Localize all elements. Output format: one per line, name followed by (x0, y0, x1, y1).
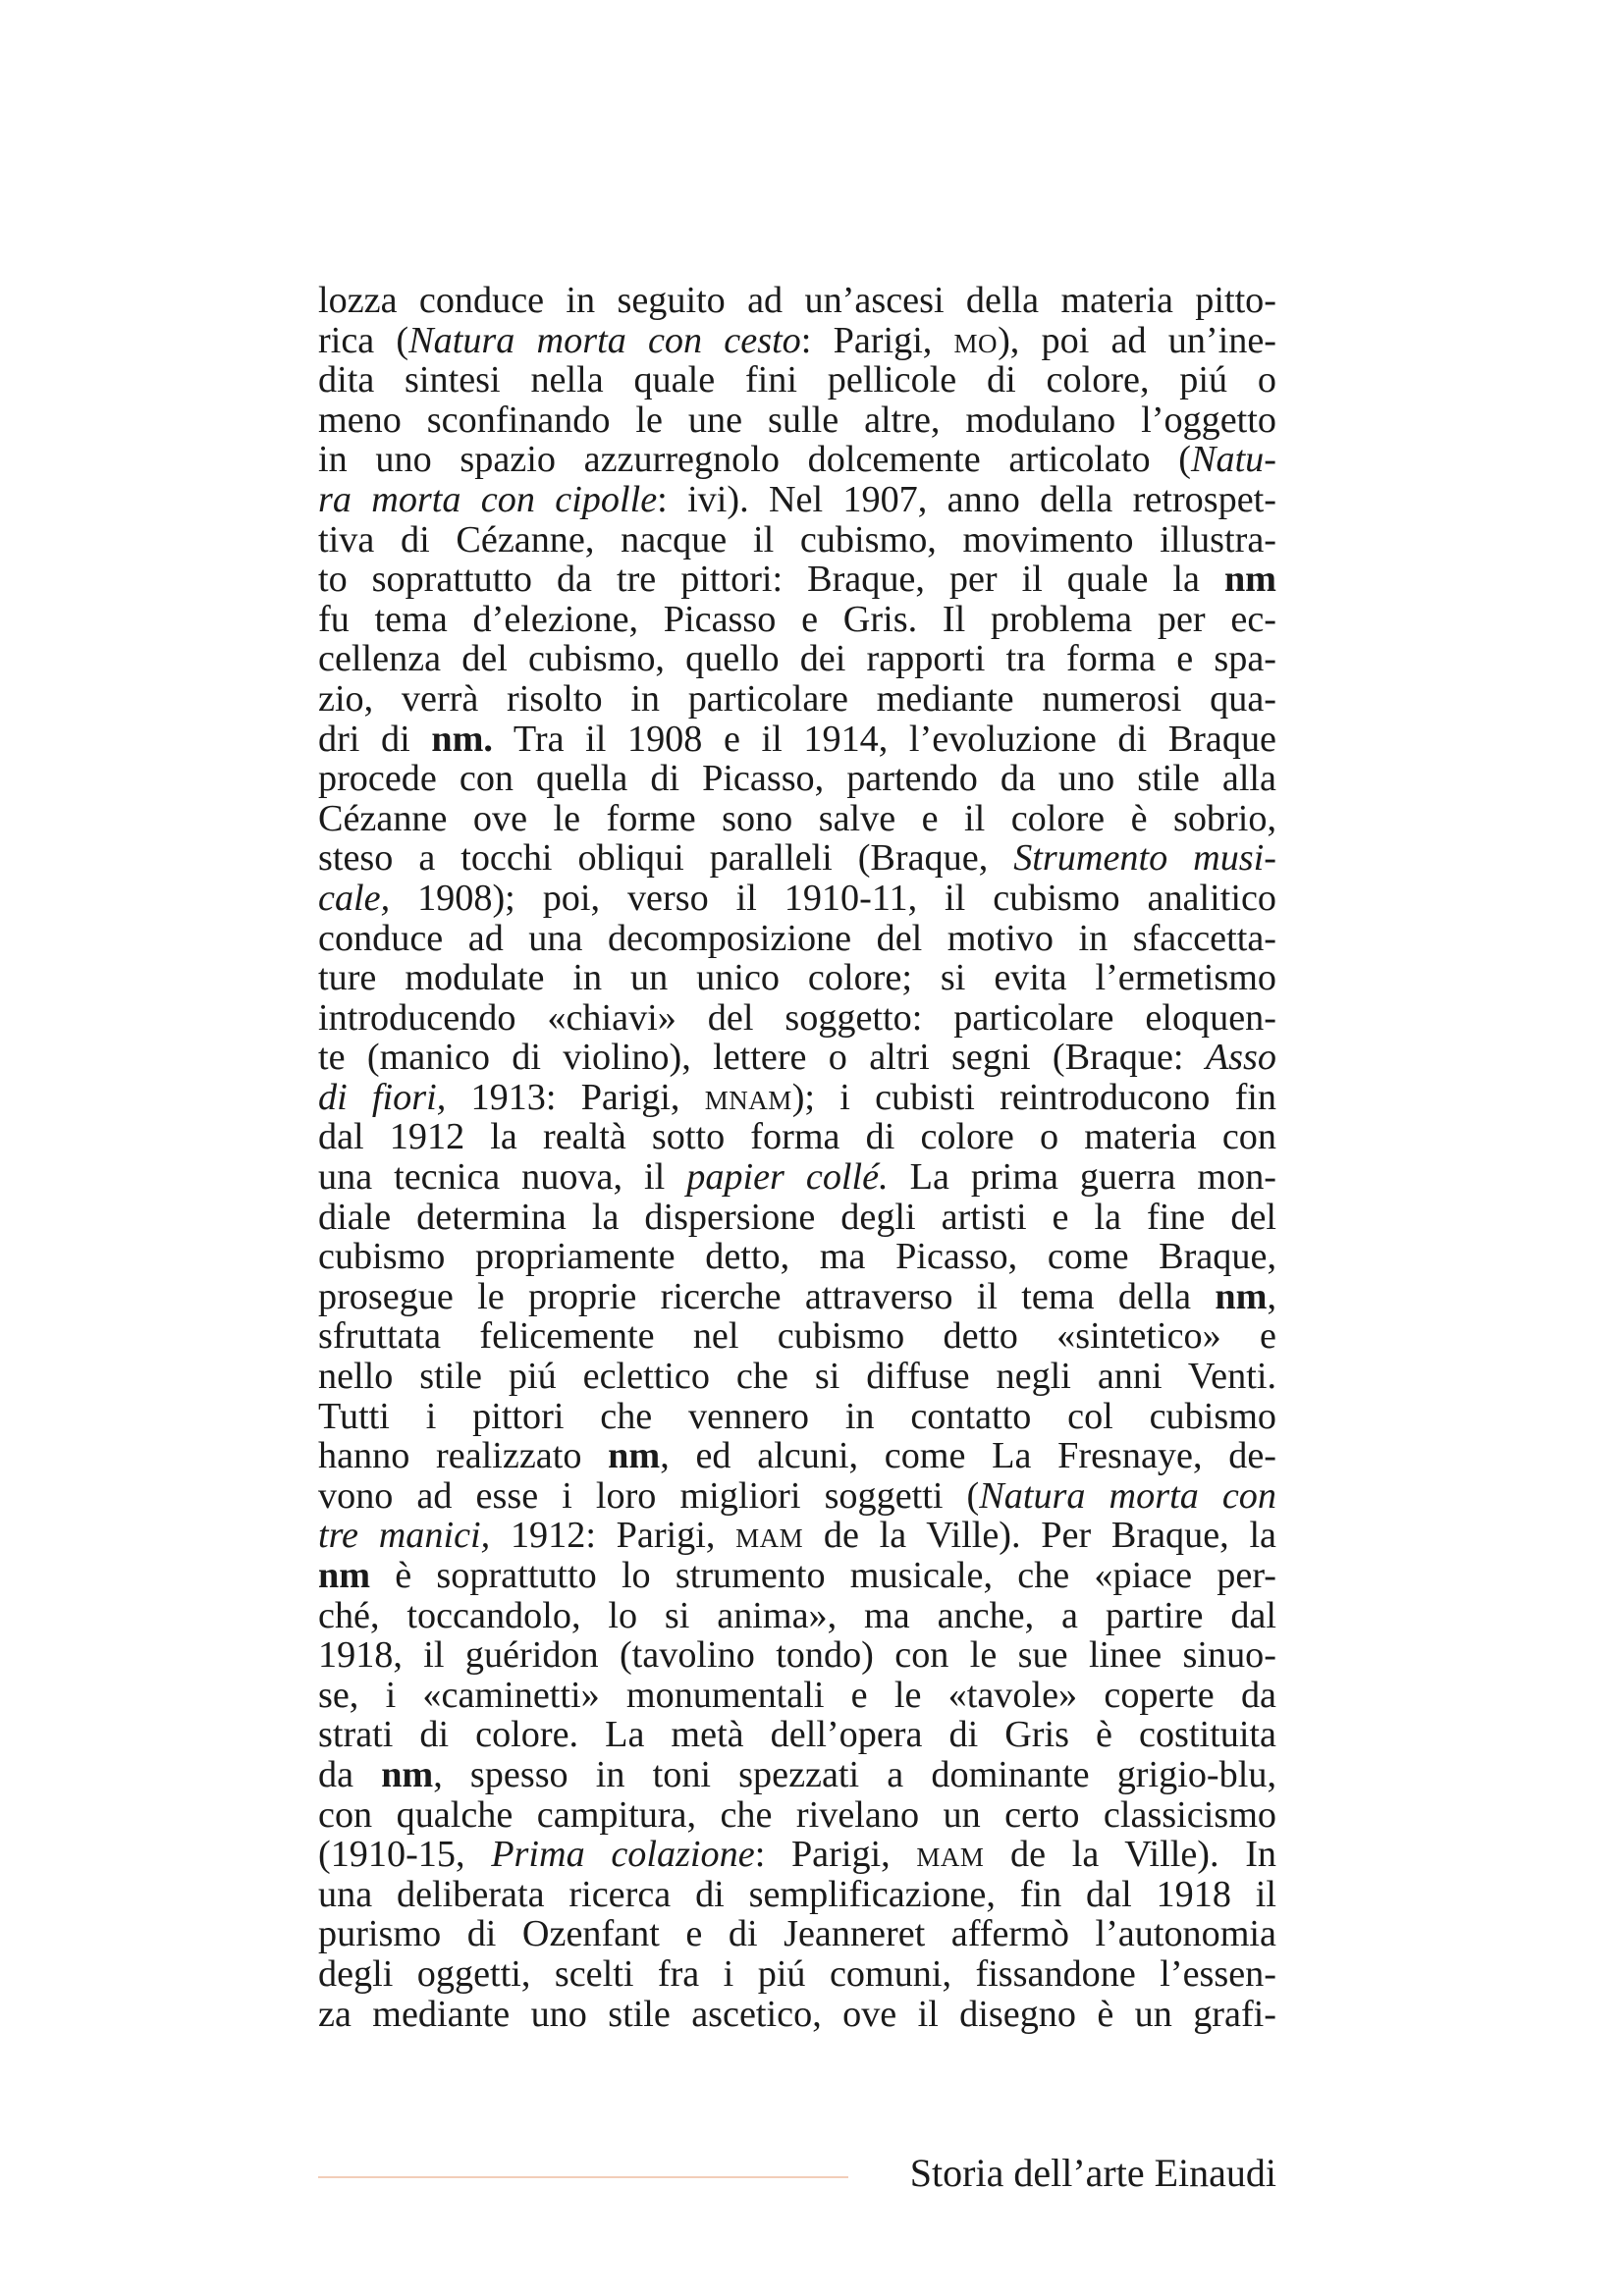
text-line (318, 759, 1276, 799)
text-line (318, 1954, 1276, 1995)
body-text (318, 281, 1276, 2034)
text-line (318, 1198, 1276, 1238)
text-run: to soprattutto da tre pittori: Braque, per il quale la (318, 559, 1224, 601)
text-line (318, 679, 1276, 720)
text-run: 1908); poi, verso il 1910-11, il cubismo analitico (390, 877, 1276, 919)
text-line (318, 1596, 1276, 1636)
museum-abbreviation: mam (916, 1834, 985, 1876)
text-line (318, 799, 1276, 839)
text-run: te (manico di violino), lettere o altri segni (Braque: (318, 1037, 1206, 1079)
text-line (318, 1914, 1276, 1954)
text-line (318, 1635, 1276, 1676)
text-run: cubismo propriamente detto, ma Picasso, come Braque, (318, 1236, 1276, 1278)
text-line (318, 1875, 1276, 1915)
text-line (318, 1516, 1276, 1556)
bold-term: nm (608, 1435, 661, 1477)
text-run: 1913: Parigi, (446, 1076, 705, 1118)
text-line (318, 480, 1276, 520)
text-run: se, i «caminetti» monumentali e le «tavole» coperte da (318, 1674, 1276, 1716)
text-run: fu tema d’elezione, Picasso e Gris. Il problema per ec- (318, 598, 1276, 640)
text-line (318, 1556, 1276, 1596)
text-run: za mediante uno stile ascetico, ove il disegno è un grafi- (318, 1993, 1276, 2035)
text-run: (1910-15, (318, 1834, 492, 1876)
text-run: lozza conduce in seguito ad un’ascesi della materia pitto- (318, 280, 1276, 321)
italic-title: Natu- (1191, 439, 1276, 481)
text-line (318, 360, 1276, 400)
text-line (318, 1117, 1276, 1157)
italic-title: papier collé. (686, 1156, 889, 1199)
text-line (318, 1078, 1276, 1118)
text-line (318, 958, 1276, 998)
text-line (318, 998, 1276, 1039)
text-line (318, 1277, 1276, 1317)
text-run: Cézanne ove le forme sono salve e il colore è sobrio, (318, 797, 1276, 839)
text-run: vono ad esse i loro migliori soggetti ( (318, 1474, 980, 1517)
text-run: una deliberata ricerca di semplificazione, fin dal 1918 il (318, 1873, 1276, 1915)
text-run: de la Ville). Per Braque, la (803, 1515, 1277, 1557)
italic-title: tre manici, (318, 1515, 491, 1557)
bold-term: nm (381, 1753, 434, 1795)
text-run: de la Ville). In (984, 1834, 1277, 1876)
text-run: degli oggetti, scelti fra i piú comuni, fissandone l’essen- (318, 1952, 1276, 1995)
italic-title: Prima colazione (491, 1834, 755, 1876)
italic-title: di fiori, (318, 1076, 447, 1118)
text-line (318, 1157, 1276, 1198)
text-run: steso a tocchi obliqui paralleli (Braque, (318, 837, 1014, 880)
bold-term: nm. (431, 718, 493, 760)
text-run: conduce ad una decomposizione del motivo in sfaccetta- (318, 917, 1276, 959)
text-line (318, 321, 1276, 361)
museum-abbreviation: mnam (704, 1076, 792, 1118)
text-run: strati di colore. La metà dell’opera di Gris è costituita (318, 1714, 1276, 1756)
text-run: dal 1912 la realtà sotto forma di colore o materia con (318, 1116, 1276, 1158)
text-run: sfruttata felicemente nel cubismo detto «sintetico» e (318, 1315, 1276, 1358)
text-line (318, 1038, 1276, 1078)
text-run: ture modulate in un unico colore; si evita l’ermetismo (318, 957, 1276, 999)
text-line (318, 440, 1276, 480)
text-run: una tecnica nuova, il (318, 1156, 687, 1199)
text-line (318, 1755, 1276, 1795)
text-run: Tutti i pittori che vennero in contatto col cubismo (318, 1395, 1276, 1437)
bold-term: nm (1223, 559, 1276, 601)
text-run: con qualche campitura, che rivelano un certo classicismo (318, 1793, 1276, 1836)
museum-abbreviation: mam (735, 1515, 804, 1557)
italic-title: Natura morta con (979, 1474, 1276, 1517)
text-run: , (1267, 1275, 1276, 1317)
text-run: : ivi). Nel 1907, anno della retrospet- (657, 478, 1276, 520)
text-line (318, 520, 1276, 561)
text-line (318, 1357, 1276, 1397)
text-run: procede con quella di Picasso, partendo da uno stile alla (318, 758, 1276, 800)
text-run: ); i cubisti reintroducono fin (791, 1076, 1276, 1118)
text-line (318, 400, 1276, 441)
text-line (318, 1436, 1276, 1476)
footer-rule (318, 2176, 848, 2178)
italic-title: ra morta con cipolle (318, 478, 658, 520)
text-line (318, 281, 1276, 321)
text-run: 1918, il guéridon (tavolino tondo) con le sue linee sinuo- (318, 1634, 1276, 1677)
text-line (318, 1835, 1276, 1875)
text-line (318, 600, 1276, 640)
text-run: purismo di Ozenfant e di Jeanneret affermò l’autonomia (318, 1913, 1276, 1955)
museum-abbreviation: mo (953, 319, 999, 361)
text-line (318, 720, 1276, 760)
text-line (318, 838, 1276, 879)
bold-term: nm (318, 1555, 371, 1596)
text-line (318, 1237, 1276, 1277)
text-run: , spesso in toni spezzati a dominante grigio-blu, (433, 1753, 1276, 1795)
text-run: diale determina la dispersione degli artisti e la fine del (318, 1196, 1276, 1238)
text-line (318, 919, 1276, 959)
text-line (318, 1316, 1276, 1357)
text-run: zio, verrà risolto in particolare mediante numerosi qua- (318, 677, 1276, 720)
text-run: meno sconfinando le une sulle altre, modulano l’oggetto (318, 399, 1276, 441)
text-run: , ed alcuni, come La Fresnaye, de- (660, 1435, 1276, 1477)
text-line (318, 1795, 1276, 1836)
italic-title: Asso (1205, 1037, 1276, 1079)
text-line (318, 1476, 1276, 1517)
text-line (318, 1995, 1276, 2035)
text-line (318, 1676, 1276, 1716)
text-run: dita sintesi nella quale fini pellicole di colore, piú o (318, 359, 1276, 401)
text-run: tiva di Cézanne, nacque il cubismo, movimento illustra- (318, 518, 1276, 561)
text-run: La prima guerra mon- (888, 1156, 1277, 1199)
italic-title: Strumento musi- (1013, 837, 1276, 880)
text-line (318, 1715, 1276, 1755)
text-run: : Parigi, (800, 319, 954, 361)
text-run: da (318, 1753, 382, 1795)
italic-title: Natura morta con cesto (408, 319, 801, 361)
text-run: cellenza del cubismo, quello dei rapporti tra forma e spa- (318, 638, 1276, 680)
text-run: è soprattutto lo strumento musicale, che «piace per- (370, 1555, 1276, 1596)
text-run: in uno spazio azzurregnolo dolcemente articolato ( (318, 439, 1191, 481)
text-run: 1912: Parigi, (490, 1515, 736, 1557)
text-run: introducendo «chiavi» del soggetto: particolare eloquen- (318, 996, 1276, 1039)
text-run: nello stile piú eclettico che si diffuse negli anni Venti. (318, 1356, 1276, 1398)
text-run: hanno realizzato (318, 1435, 609, 1477)
text-run: Tra il 1908 e il 1914, l’evoluzione di Braque (492, 718, 1276, 760)
bold-term: nm (1215, 1275, 1268, 1317)
text-line (318, 560, 1276, 600)
text-run: rica ( (318, 319, 409, 361)
footer-title: Storia dell’arte Einaudi (909, 2151, 1276, 2195)
text-run: prosegue le proprie ricerche attraverso il tema della (318, 1275, 1216, 1317)
text-run: dri di (318, 718, 432, 760)
text-line (318, 879, 1276, 919)
text-line (318, 639, 1276, 679)
italic-title: cale, (318, 877, 391, 919)
text-run: ), poi ad un’ine- (998, 319, 1277, 361)
text-line (318, 1397, 1276, 1437)
text-run: : Parigi, (754, 1834, 917, 1876)
text-run: ché, toccandolo, lo si anima», ma anche, a partire dal (318, 1594, 1276, 1636)
